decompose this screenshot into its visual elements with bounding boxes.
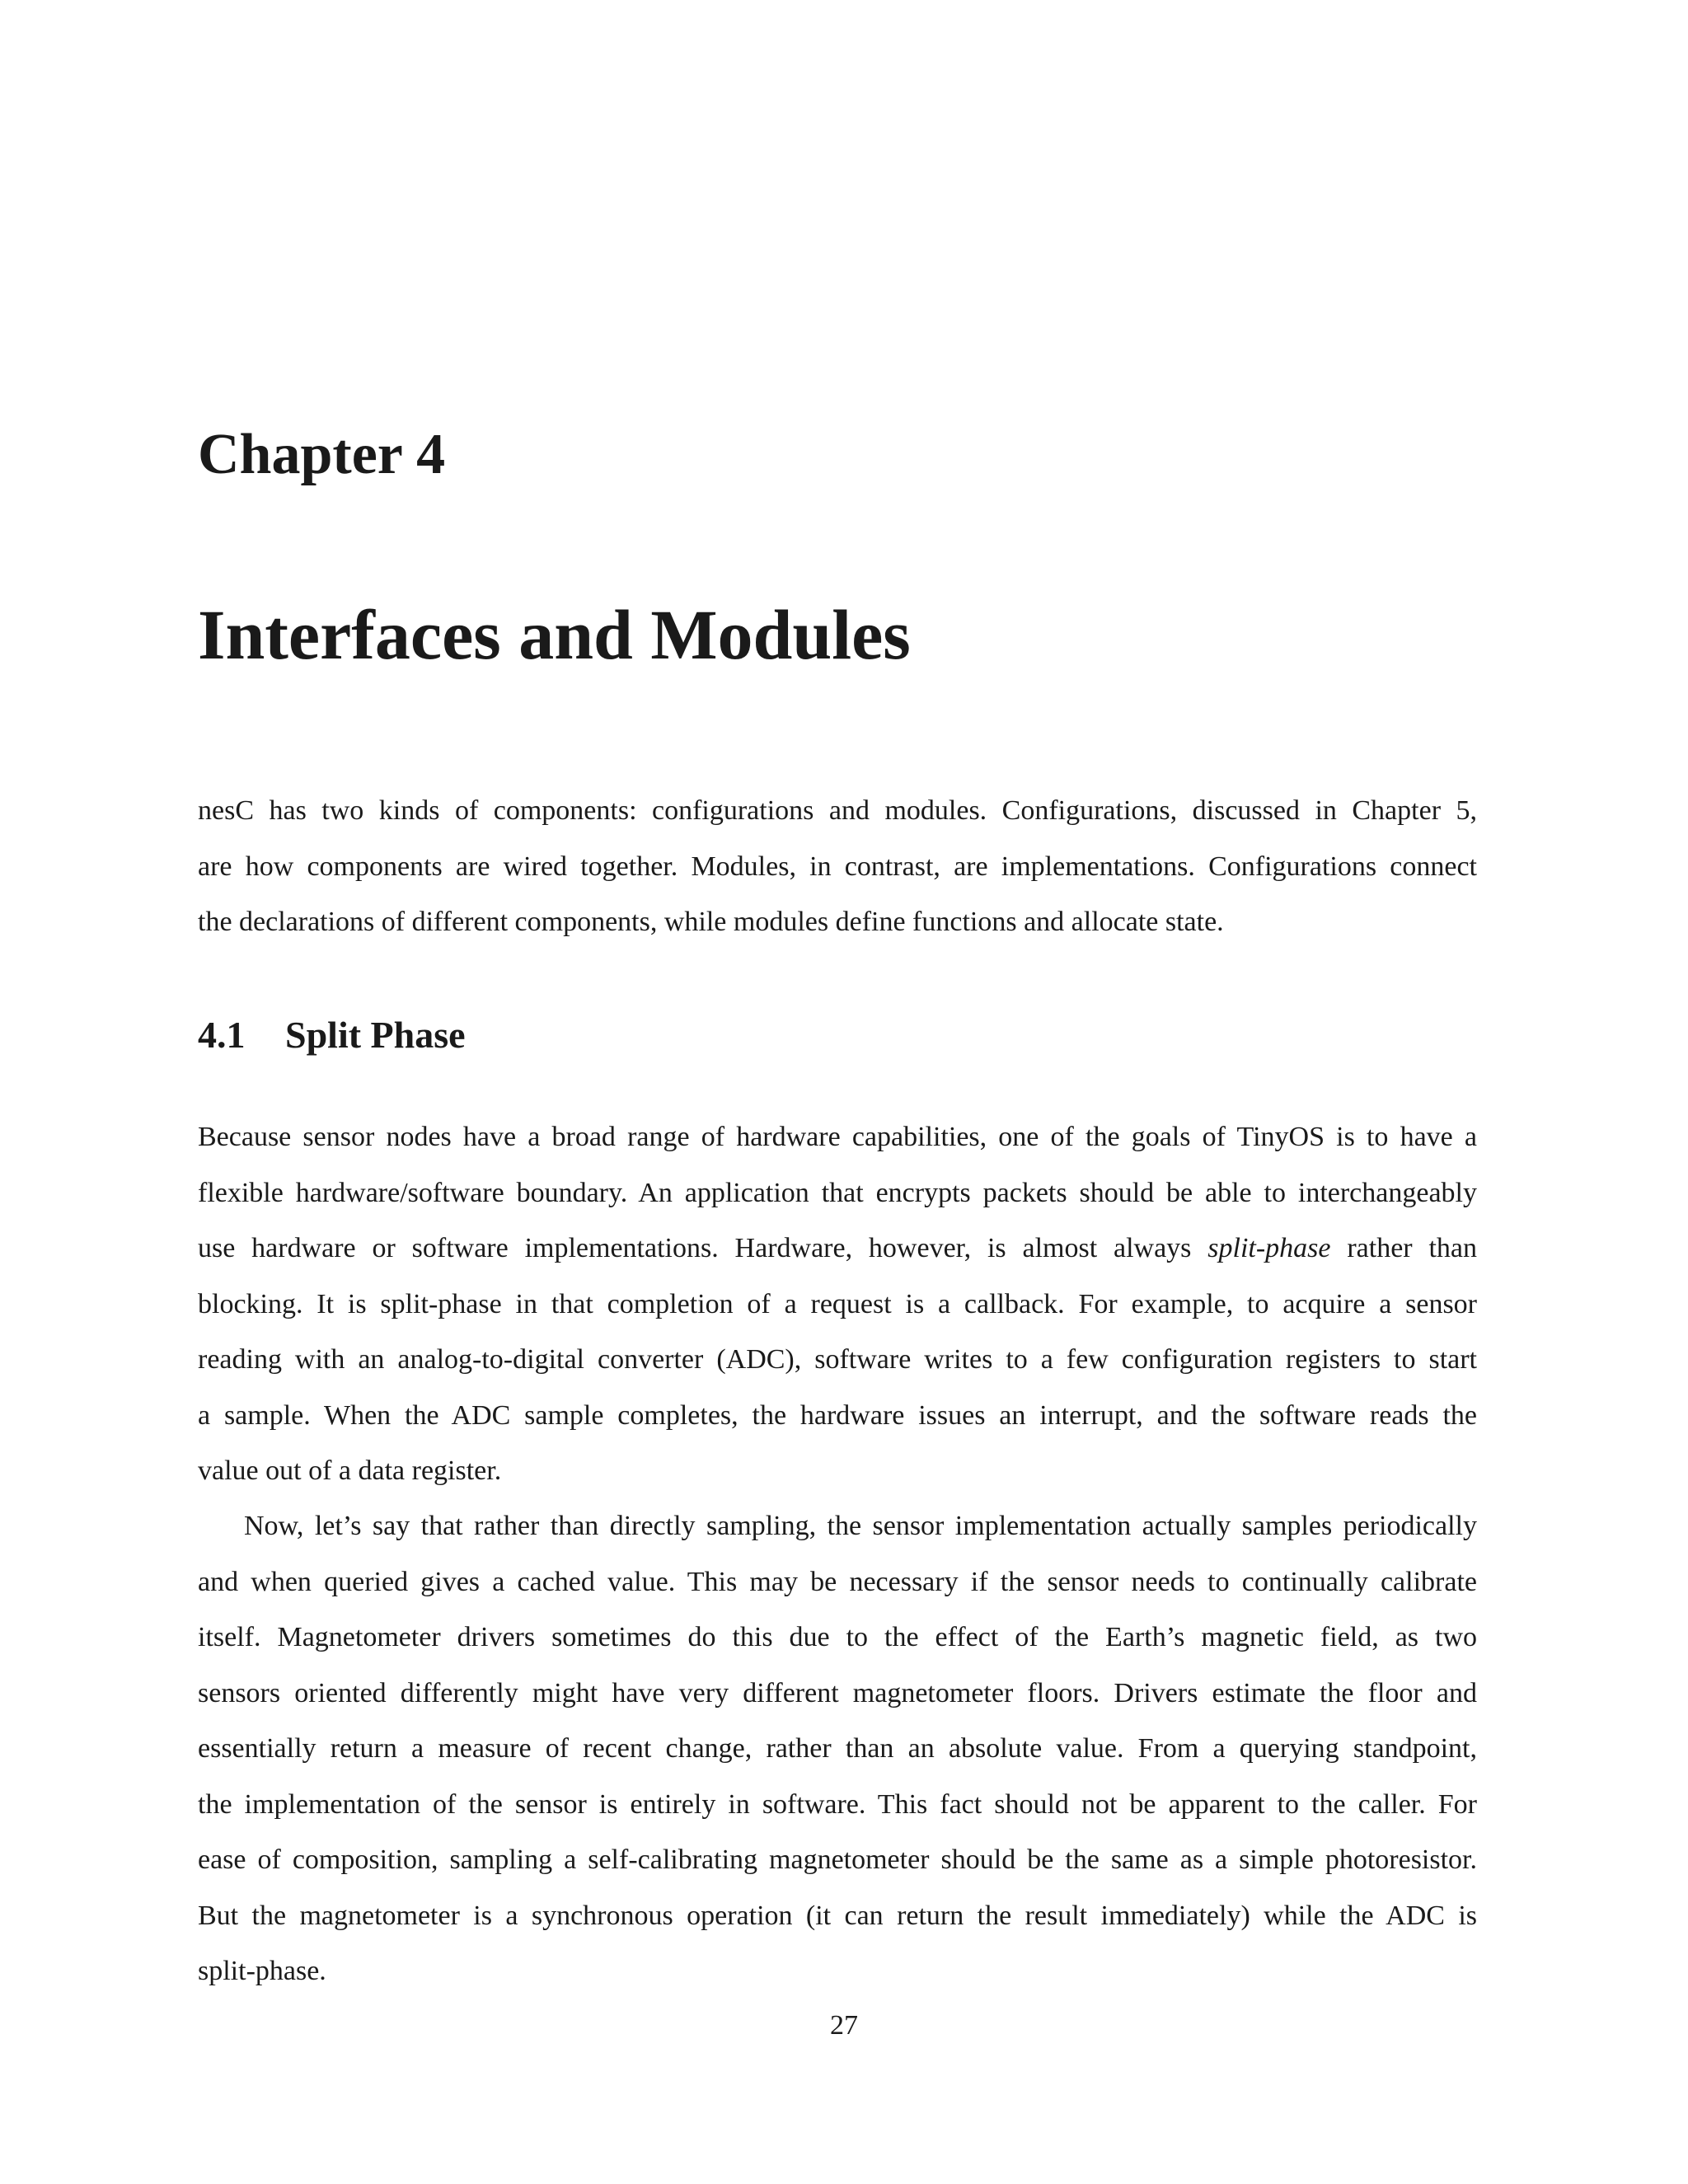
paragraph-line: But the magnetometer is a synchronous operation (it can return the result immediately) while the ADC is xyxy=(198,1900,1477,1931)
paragraph-line: the implementation of the sensor is entirely in software. This fact should not be apparent to the caller. For xyxy=(198,1788,1477,1820)
paragraph-line: flexible hardware/software boundary. An application that encrypts packets should be able to interchangeably xyxy=(198,1177,1477,1208)
section-title: Split Phase xyxy=(285,1014,466,1056)
paragraph-line: reading with an analog-to-digital converter (ADC), software writes to a few configuration registers to start xyxy=(198,1344,1477,1375)
paragraph-line: itself. Magnetometer drivers sometimes do this due to the effect of the Earth’s magnetic field, as two xyxy=(198,1622,1477,1652)
paragraph-line: essentially return a measure of recent change, rather than an absolute value. From a querying standpoint, xyxy=(198,1733,1477,1764)
emphasis-term: split-phase xyxy=(1207,1233,1331,1263)
paragraph-line: value out of a data register. xyxy=(198,1455,502,1486)
paragraph-line-end: rather than xyxy=(1347,1233,1478,1263)
paragraph-split-phase-intro xyxy=(198,1109,1477,1499)
paragraph-line: a sample. When the ADC sample completes, the hardware issues an interrupt, and the software reads the xyxy=(198,1399,1477,1431)
intro-paragraph xyxy=(198,783,1477,950)
paragraph-line-start: use hardware or software implementations. Hardware, however, is almost always xyxy=(198,1233,1192,1263)
paragraph-line: sensors oriented differently might have very different magnetometer floors. Drivers estimate the floor and xyxy=(198,1677,1477,1708)
paragraph-line-with-emphasis xyxy=(198,1221,1477,1277)
section-number: 4.1 xyxy=(198,1014,246,1056)
paragraph-line: Now, let’s say that rather than directly sampling, the sensor implementation actually samples periodically xyxy=(244,1511,1477,1541)
paragraph-line: the declarations of different components, while modules define functions and allocate state. xyxy=(198,907,1224,937)
section-heading xyxy=(198,1012,466,1058)
paragraph-magnetometer xyxy=(198,1498,1477,1999)
paragraph-line: Because sensor nodes have a broad range of hardware capabilities, one of the goals of TinyOS is to have a xyxy=(198,1122,1477,1152)
paragraph-line: and when queried gives a cached value. This may be necessary if the sensor needs to continually calibrate xyxy=(198,1566,1477,1597)
chapter-title: Interfaces and Modules xyxy=(198,595,911,674)
paragraph-line: nesC has two kinds of components: configurations and modules. Configurations, discussed in Chapter 5, xyxy=(198,795,1477,826)
page-number: 27 xyxy=(830,2010,858,2041)
paragraph-line: are how components are wired together. Modules, in contrast, are implementations. Configurations connect xyxy=(198,851,1477,882)
paragraph-line: blocking. It is split-phase in that completion of a request is a callback. For example, to acquire a sensor xyxy=(198,1288,1477,1319)
paragraph-line: split-phase. xyxy=(198,1956,326,1986)
chapter-label: Chapter 4 xyxy=(198,423,446,486)
paragraph-line: ease of composition, sampling a self-calibrating magnetometer should be the same as a simple photoresistor. xyxy=(198,1844,1477,1875)
